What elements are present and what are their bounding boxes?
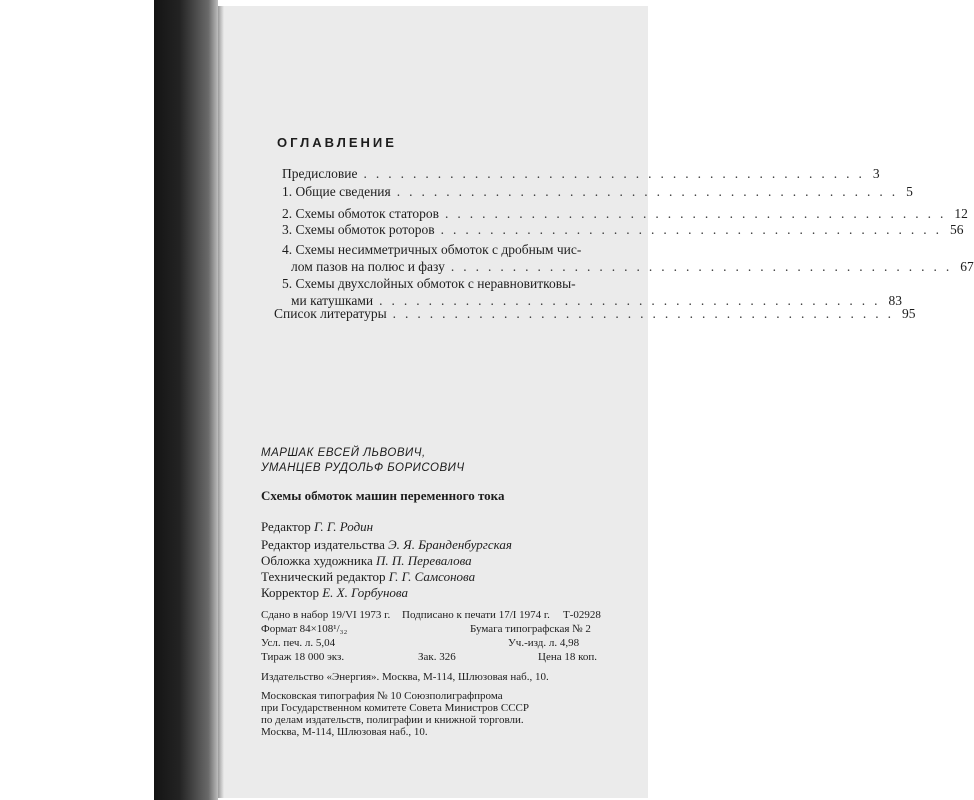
- imprint-pub-sheets: Уч.-изд. л. 4,98: [508, 637, 580, 649]
- imprint-print-run: Тираж 18 000 экз.: [261, 651, 345, 663]
- toc-page-number: 67: [960, 259, 974, 274]
- printer-line: при Государственном комитете Совета Министров СССР: [261, 702, 530, 714]
- toc-entry: [282, 275, 902, 309]
- imprint-print-sheets: Усл. печ. л. 5,04: [261, 637, 336, 649]
- credit-role: Редактор издательства: [261, 537, 385, 552]
- toc-page-number: 83: [888, 293, 902, 308]
- toc-entry-text: Список литературы: [274, 306, 387, 321]
- credit-line: [261, 569, 475, 585]
- toc-entry-text: 5. Схемы двухслойных обмоток с неравновитковы-: [282, 276, 576, 291]
- credit-name: Е. Х. Горбунова: [322, 585, 408, 600]
- imprint-signed: Подписано к печати 17/I 1974 г.: [402, 609, 550, 621]
- toc-leader-dots: .........................................: [444, 206, 953, 221]
- printer-line: Москва, М-114, Шлюзовая наб., 10.: [261, 726, 428, 738]
- credit-role: Обложка художника: [261, 553, 373, 568]
- credit-role: Корректор: [261, 585, 319, 600]
- toc-entry-text: 2. Схемы обмоток статоров: [282, 206, 439, 221]
- author-name: МАРШАК ЕВСЕЙ ЛЬВОВИЧ,: [261, 447, 426, 459]
- toc-leader-dots: .........................................: [396, 184, 905, 199]
- toc-page-number: 95: [902, 306, 916, 321]
- toc-entry-text: 4. Схемы несимметричных обмоток с дробным чис-: [282, 242, 582, 257]
- toc-entry: [282, 205, 968, 222]
- credit-name: Г. Г. Самсонова: [388, 569, 476, 584]
- printer-line: по делам издательств, полиграфии и книжной торговли.: [261, 714, 524, 726]
- toc-page-number: 12: [954, 206, 968, 221]
- credit-name: П. П. Перевалова: [375, 553, 472, 568]
- credit-line: [261, 585, 408, 601]
- credit-role: Технический редактор: [261, 569, 386, 584]
- author-name: УМАНЦЕВ РУДОЛЬФ БОРИСОВИЧ: [261, 462, 465, 474]
- toc-heading: ОГЛАВЛЕНИЕ: [277, 135, 397, 150]
- toc-leader-dots: .........................................: [363, 166, 871, 181]
- credit-line: [261, 537, 512, 553]
- book-title: Схемы обмоток машин переменного тока: [261, 488, 505, 503]
- toc-entry: [282, 221, 964, 238]
- toc-entry-text-cont: ми катушками: [291, 293, 374, 308]
- credit-line: [261, 519, 373, 535]
- imprint-format: Формат 84×108¹/₃₂: [261, 623, 348, 635]
- imprint-submitted: Сдано в набор 19/VI 1973 г.: [261, 609, 391, 621]
- toc-entry: [282, 183, 913, 200]
- imprint-order: Зак. 326: [418, 651, 456, 663]
- toc-page-number: 3: [872, 166, 880, 181]
- credit-name: Э. Я. Бранденбургская: [388, 537, 512, 552]
- toc-entry: [274, 305, 916, 322]
- toc-entry-text: 3. Схемы обмоток роторов: [282, 222, 435, 237]
- toc-entry: [282, 165, 880, 182]
- page-binding-edge: [218, 6, 224, 798]
- toc-entry: [282, 241, 974, 275]
- toc-page-number: 5: [906, 184, 913, 199]
- toc-entry-text-cont: лом пазов на полюс и фазу: [291, 259, 445, 274]
- toc-leader-dots: .........................................: [379, 293, 887, 308]
- toc-leader-dots: .........................................: [450, 259, 959, 274]
- imprint-price: Цена 18 коп.: [538, 651, 598, 663]
- printer-line: Московская типография № 10 Союзполиграфпрома: [261, 690, 503, 702]
- toc-entry-text: 1. Общие сведения: [282, 184, 391, 199]
- credit-role: Редактор: [261, 519, 311, 534]
- toc-leader-dots: .........................................: [440, 222, 948, 237]
- credit-name: Г. Г. Родин: [313, 519, 374, 534]
- toc-leader-dots: .........................................: [392, 306, 901, 321]
- publisher-line: Издательство «Энергия». Москва, М-114, Шлюзовая наб., 10.: [261, 671, 549, 683]
- toc-page-number: 56: [949, 222, 964, 237]
- toc-entry-text: Предисловие: [282, 166, 358, 181]
- imprint-code: Т-02928: [563, 609, 601, 621]
- book-spine-shadow: [154, 0, 218, 800]
- credit-line: [261, 553, 472, 569]
- imprint-paper: Бумага типографская № 2: [470, 623, 591, 635]
